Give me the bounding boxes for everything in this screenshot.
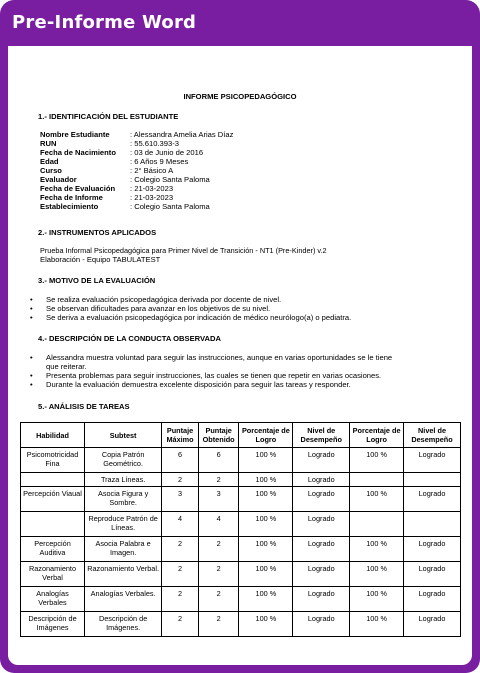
table-row — [21, 612, 461, 637]
cell: Logrado — [293, 512, 350, 537]
cell: 100 % — [239, 537, 293, 562]
col-nivel-desempeno-habilidad: Nivel de Desempeño — [404, 423, 461, 448]
report-title: INFORME PSICOPEDAGÓGICO — [183, 92, 297, 101]
table-row — [21, 537, 461, 562]
conducta-item-1-line-1: Alessandra muestra voluntad para seguir las instrucciones, aunque en varias oportunidades se le tiene — [46, 353, 393, 362]
cell: Descripción de Imágenes — [21, 612, 85, 637]
cell: 2 — [198, 587, 239, 612]
table-row — [21, 512, 461, 537]
cell: 3 — [162, 487, 199, 512]
instrument-line-2: Elaboración - Equipo TABULATEST — [40, 255, 161, 264]
cell: Copia Patrón Geométrico. — [85, 448, 162, 473]
cell — [404, 473, 461, 487]
cell: Logrado — [404, 587, 461, 612]
col-nivel-desempeno: Nivel de Desempeño — [293, 423, 350, 448]
cell — [21, 473, 85, 487]
section-identification: 1.- IDENTIFICACIÓN DEL ESTUDIANTE — [38, 112, 179, 121]
cell — [350, 512, 404, 537]
value-curso: : 2° Básico A — [130, 166, 174, 175]
motivo-item-2: Se observan dificultades para avanzar en los objetivos de su nivel. — [46, 304, 271, 313]
section-motivo: 3.- MOTIVO DE LA EVALUACIÓN — [38, 276, 156, 285]
table-row — [21, 473, 461, 487]
table-row — [21, 487, 461, 512]
bullet-dot: • — [30, 353, 33, 362]
label-edad: Edad — [40, 157, 59, 166]
cell: Razonamiento Verbal — [21, 562, 85, 587]
label-run: RUN — [40, 139, 57, 148]
col-subtest: Subtest — [85, 423, 162, 448]
cell: 100 % — [350, 612, 404, 637]
table-row — [21, 448, 461, 473]
col-habilidad: Habilidad — [21, 423, 85, 448]
cell: 4 — [198, 512, 239, 537]
cell: Logrado — [293, 587, 350, 612]
cell: 2 — [162, 612, 199, 637]
cell: Logrado — [293, 562, 350, 587]
cell: Analogías Verbales — [21, 587, 85, 612]
cell: 3 — [198, 487, 239, 512]
label-fecha-evaluacion: Fecha de Evaluación — [40, 184, 116, 193]
cell: Logrado — [404, 612, 461, 637]
value-establecimiento: : Colegio Santa Paloma — [130, 202, 210, 211]
section-conducta: 4.- DESCRIPCIÓN DE LA CONDUCTA OBSERVADA — [38, 334, 221, 343]
cell: 2 — [162, 473, 199, 487]
table-row — [21, 562, 461, 587]
document-page — [8, 46, 472, 665]
cell — [404, 512, 461, 537]
cell: Asocia Palabra e Imagen. — [85, 537, 162, 562]
cell: Logrado — [293, 448, 350, 473]
cell: 2 — [198, 562, 239, 587]
cell: Logrado — [293, 473, 350, 487]
motivo-item-1: Se realiza evaluación psicopedagógica derivada por docente de nivel. — [46, 295, 282, 304]
conducta-item-2: Presenta problemas para seguir instrucciones, las cuales se tienen que repetir en varias ocasiones. — [46, 371, 382, 380]
value-fecha-informe: : 21-03-2023 — [130, 193, 174, 202]
cell: Razonamiento Verbal. — [85, 562, 162, 587]
section-analisis: 5.- ANÁLISIS DE TAREAS — [38, 402, 130, 411]
cell: 100 % — [350, 537, 404, 562]
cell: 6 — [198, 448, 239, 473]
value-fecha-nacimiento: : 03 de Junio de 2016 — [130, 148, 204, 157]
cell: 2 — [198, 612, 239, 637]
header-banner — [0, 0, 480, 46]
cell: 2 — [198, 473, 239, 487]
cell: Analogías Verbales. — [85, 587, 162, 612]
col-porcentaje-logro: Porcentaje de Logro — [239, 423, 293, 448]
cell: 4 — [162, 512, 199, 537]
label-evaluador: Evaluador — [40, 175, 77, 184]
bullet-dot: • — [30, 295, 33, 304]
cell: 100 % — [350, 562, 404, 587]
cell: Reproduce Patrón de Líneas. — [85, 512, 162, 537]
cell: Descripción de Imágenes. — [85, 612, 162, 637]
instrument-line-1: Prueba Informal Psicopedagógica para Primer Nivel de Transición - NT1 (Pre-Kinder) v.2 — [40, 246, 327, 255]
conducta-item-1-line-2: que reiterar. — [46, 362, 87, 371]
conducta-item-3: Durante la evaluación demuestra excelente disposición para seguir las tareas y responder. — [46, 380, 351, 389]
cell: Logrado — [404, 537, 461, 562]
bullet-dot: • — [30, 313, 33, 322]
bullet-dot: • — [30, 380, 33, 389]
cell — [21, 512, 85, 537]
cell: Logrado — [293, 537, 350, 562]
cell: Traza Líneas. — [85, 473, 162, 487]
cell: 2 — [162, 537, 199, 562]
table-row — [21, 587, 461, 612]
cell: Percepción Viaual — [21, 487, 85, 512]
cell: 100 % — [350, 448, 404, 473]
label-curso: Curso — [40, 166, 62, 175]
label-fecha-informe: Fecha de Informe — [40, 193, 103, 202]
cell: 100 % — [239, 562, 293, 587]
col-puntaje-maximo: Puntaje Máximo — [162, 423, 199, 448]
cell: 100 % — [239, 473, 293, 487]
cell: 100 % — [239, 487, 293, 512]
cell: 100 % — [350, 487, 404, 512]
value-evaluador: : Colegio Santa Paloma — [130, 175, 210, 184]
col-puntaje-obtenido: Puntaje Obtenido — [198, 423, 239, 448]
cell: Logrado — [404, 487, 461, 512]
cell: 6 — [162, 448, 199, 473]
value-run: : 55.610.393-3 — [130, 139, 179, 148]
banner-title: Pre-Informe Word — [12, 12, 197, 33]
cell: Logrado — [404, 562, 461, 587]
cell: Asocia Figura y Sombre. — [85, 487, 162, 512]
bullet-dot: • — [30, 371, 33, 380]
label-nombre: Nombre Estudiante — [40, 130, 110, 139]
value-edad: : 6 Años 9 Meses — [130, 157, 189, 166]
cell: 100 % — [350, 587, 404, 612]
cell: 2 — [162, 587, 199, 612]
cell: 100 % — [239, 512, 293, 537]
tasks-table — [20, 422, 461, 637]
cell: 2 — [198, 537, 239, 562]
bullet-dot: • — [30, 304, 33, 313]
cell — [350, 473, 404, 487]
label-establecimiento: Establecimiento — [40, 202, 99, 211]
cell: Percepción Auditiva — [21, 537, 85, 562]
cell: 2 — [162, 562, 199, 587]
section-instruments: 2.- INSTRUMENTOS APLICADOS — [38, 228, 157, 237]
cell: Logrado — [293, 612, 350, 637]
cell: Psicomotricidad Fina — [21, 448, 85, 473]
value-fecha-evaluacion: : 21-03-2023 — [130, 184, 174, 193]
cell: Logrado — [404, 448, 461, 473]
cell: Logrado — [293, 487, 350, 512]
motivo-item-3: Se deriva a evaluación psicopedagógica por indicación de médico neurólogo(a) o pediatra. — [46, 313, 352, 322]
cell: 100 % — [239, 448, 293, 473]
col-porcentaje-logro-habilidad: Porcentaje de Logro — [350, 423, 404, 448]
cell: 100 % — [239, 612, 293, 637]
cell: 100 % — [239, 587, 293, 612]
label-fecha-nacimiento: Fecha de Nacimiento — [40, 148, 116, 157]
value-nombre: : Alessandra Amelia Arias Díaz — [130, 130, 234, 139]
table-header-row — [21, 423, 461, 448]
